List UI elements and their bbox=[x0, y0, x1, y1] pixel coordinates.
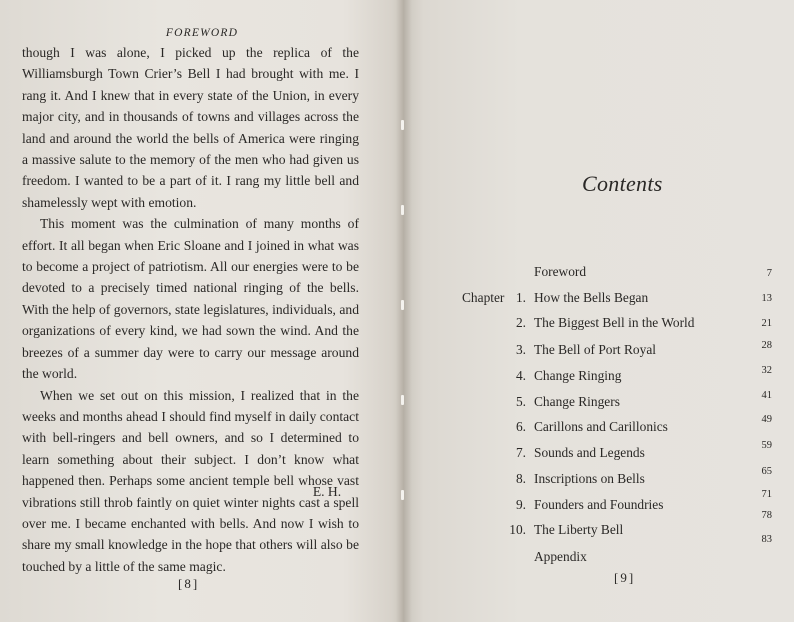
page-number: [9] bbox=[614, 570, 636, 585]
toc-page-number: 78 bbox=[761, 510, 772, 521]
toc-page-number: 28 bbox=[761, 340, 772, 351]
toc-page-number: 41 bbox=[761, 390, 772, 401]
toc-page-number: 49 bbox=[761, 414, 772, 425]
toc-page-number: 7 bbox=[766, 268, 772, 279]
toc-title: Carillons and Carillonics bbox=[534, 419, 668, 434]
toc-entry bbox=[404, 522, 794, 545]
paragraph: When we set out on this mission, I realized that in the weeks and months ahead I should find myself in daily contact with bell-ringers and bell owners, and so I determined to learn something about their subject. I don’t know what happened then. Perhaps some ancient temple bell whose vast vibrations still throb faintly on quiet winter nights cast a spell over me. I became enchanted with bells. And now I wish to share my small knowledge in the hope that others will also be touched by a little of the same magic. bbox=[22, 387, 359, 574]
binding-stitch bbox=[401, 120, 404, 130]
toc-entry bbox=[404, 466, 794, 491]
page-number: [8] bbox=[178, 576, 200, 591]
toc-page-number: 83 bbox=[761, 534, 772, 545]
toc-number: 1. bbox=[515, 290, 526, 305]
toc-title: Sounds and Legends bbox=[534, 445, 645, 460]
toc-number: 6. bbox=[515, 419, 526, 434]
toc-title: The Bell of Port Royal bbox=[534, 342, 656, 357]
toc-title: Founders and Foundries bbox=[534, 497, 664, 512]
toc-page-number: 32 bbox=[761, 365, 772, 376]
toc-number: 3. bbox=[515, 342, 526, 357]
binding-stitch bbox=[401, 205, 404, 215]
toc-number: 8. bbox=[515, 471, 526, 486]
toc-prefix: Chapter bbox=[462, 290, 505, 305]
running-head: FOREWORD bbox=[165, 27, 239, 39]
toc-number: 10. bbox=[509, 522, 526, 537]
binding-stitch bbox=[401, 490, 404, 500]
toc-page-number: 59 bbox=[761, 440, 772, 451]
contents-title: Contents bbox=[582, 171, 663, 196]
toc-page-number: 65 bbox=[761, 466, 772, 477]
toc-entry bbox=[404, 390, 794, 414]
toc-entry bbox=[404, 342, 794, 362]
binding-stitch bbox=[401, 395, 404, 405]
toc-entry bbox=[404, 264, 794, 284]
paragraph: This moment was the culmination of many months of effort. It all began when Eric Sloane and I joined in what was to become a project of patriotism. All our energies were to be devoted to a precisely timed national ringing of the bells. With the help of governors, state legislatures, individuals, and organizations of every kind, we had sown the wind. And the breezes of a summer day were to carry our message around the world. bbox=[22, 216, 359, 382]
book-gutter bbox=[396, 0, 412, 622]
toc-number: 2. bbox=[515, 315, 526, 330]
toc-title: The Liberty Bell bbox=[534, 522, 624, 537]
toc-title: Change Ringers bbox=[534, 394, 620, 409]
toc-page-number: 21 bbox=[761, 318, 772, 329]
toc-title: Foreword bbox=[534, 264, 587, 279]
binding-stitch bbox=[401, 300, 404, 310]
toc-number: 5. bbox=[515, 394, 526, 409]
author-signature: E. H. bbox=[312, 484, 342, 499]
toc-page-number: 71 bbox=[761, 489, 772, 500]
toc-entry bbox=[404, 315, 794, 335]
toc-page-number: 13 bbox=[761, 293, 772, 304]
toc-title: The Biggest Bell in the World bbox=[534, 315, 695, 330]
toc-entry bbox=[404, 440, 794, 465]
toc-title: Appendix bbox=[534, 549, 587, 564]
toc-entry bbox=[404, 414, 794, 439]
right-page bbox=[404, 0, 794, 622]
toc-number: 7. bbox=[515, 445, 526, 460]
toc-entry bbox=[404, 549, 794, 569]
toc-title: How the Bells Began bbox=[534, 290, 649, 305]
paragraph: though I was alone, I picked up the replica of the Williamsburgh Town Crier’s Bell I had brought with me. I rang it. And I knew that in every state of the Union, in every major city, and in thousands of towns and villages across the land and around the world the bells of America were ringing a massive salute to the memory of the men who had given us freedom. I wanted to be a part of it. I rang my little bell and shamelessly wept with emotion. bbox=[22, 45, 359, 210]
toc-title: Change Ringing bbox=[534, 368, 622, 383]
toc-title: Inscriptions on Bells bbox=[534, 471, 645, 486]
toc-number: 4. bbox=[515, 368, 526, 383]
toc-entry bbox=[404, 290, 794, 310]
toc-number: 9. bbox=[515, 497, 526, 512]
toc-entry bbox=[404, 365, 794, 388]
